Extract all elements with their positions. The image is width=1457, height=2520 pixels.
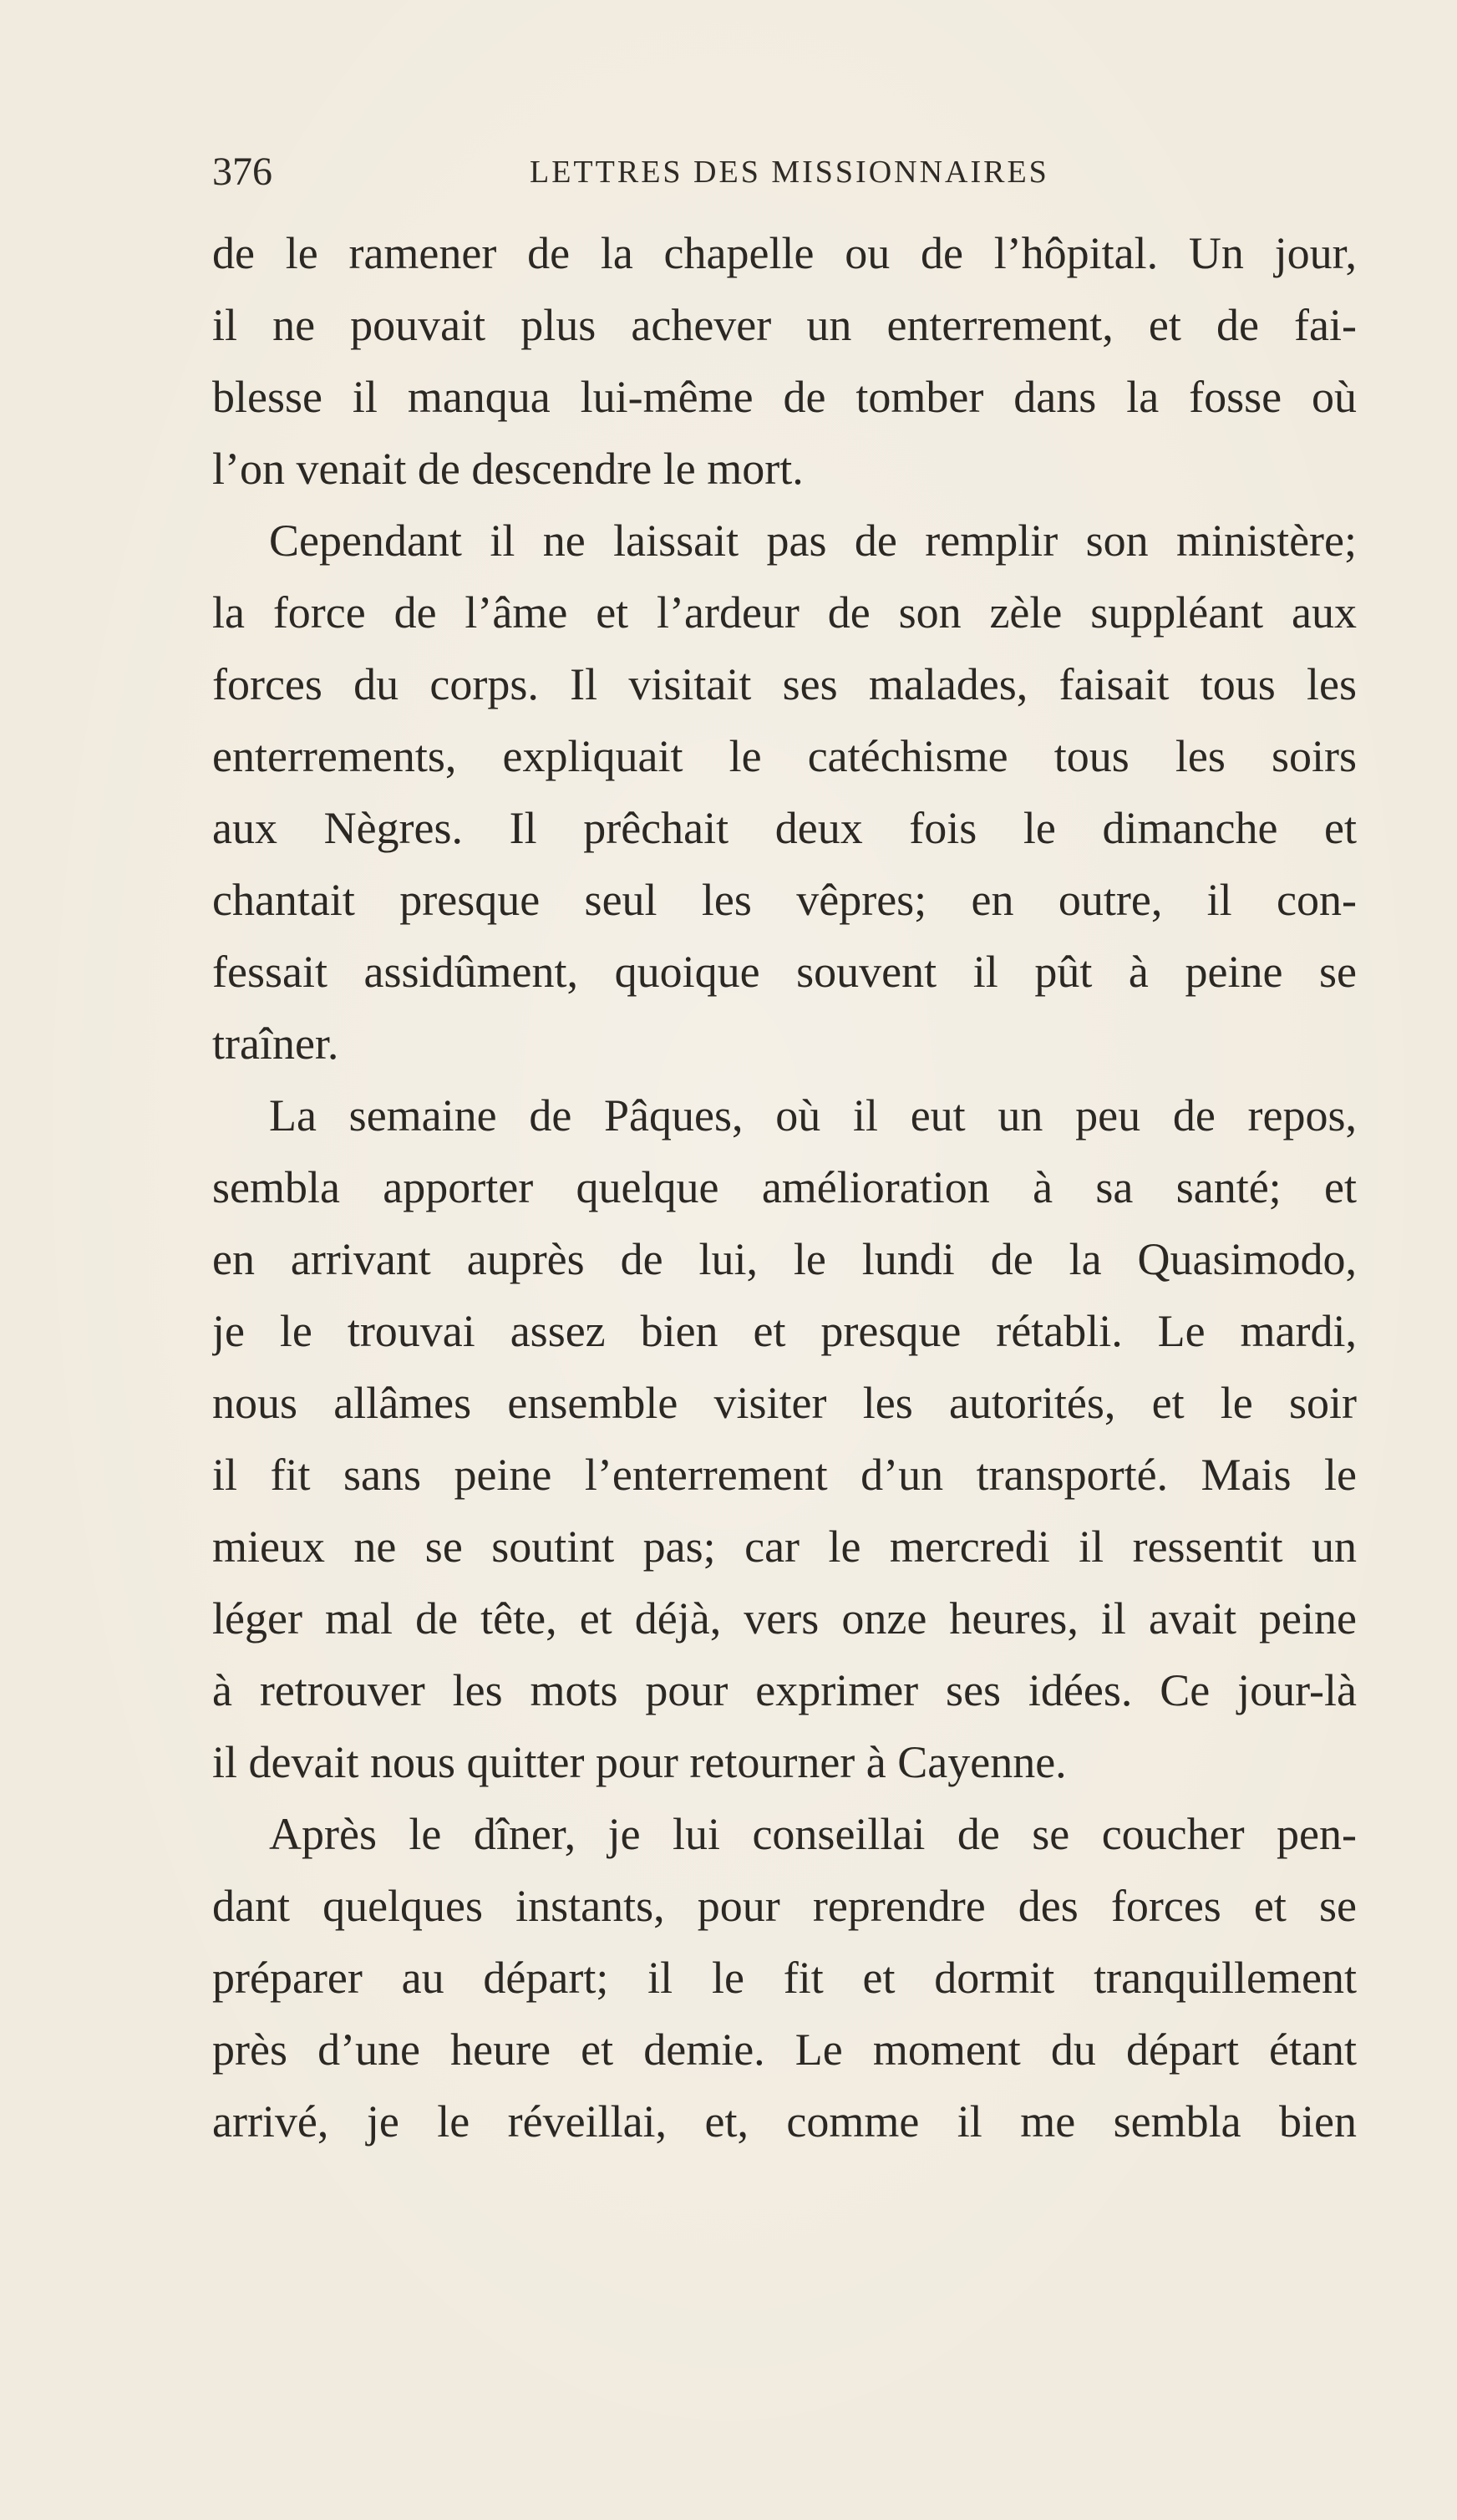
text-line: il fit sans peine l’enterrement d’un transporté. Mais le xyxy=(212,1450,1357,1500)
text-line: arrivé, je le réveillai, et, comme il me sembla bien xyxy=(212,2096,1357,2147)
text-line: léger mal de tête, et déjà, vers onze heures, il avait peine xyxy=(212,1593,1357,1644)
text-line: préparer au départ; il le fit et dormit tranquillement xyxy=(212,1953,1357,2003)
text-line: mieux ne se soutint pas; car le mercredi il ressentit un xyxy=(212,1522,1357,1572)
text-line: la force de l’âme et l’ardeur de son zèle suppléant aux xyxy=(212,587,1357,638)
text-line: Après le dîner, je lui conseillai de se coucher pen- xyxy=(269,1809,1357,1859)
text-line: forces du corps. Il visitait ses malades, faisait tous les xyxy=(212,659,1357,709)
text-line: en arrivant auprès de lui, le lundi de la Quasimodo, xyxy=(212,1234,1357,1284)
text-line: l’on venait de descendre le mort. xyxy=(212,444,804,494)
text-line: dant quelques instants, pour reprendre des forces et se xyxy=(212,1881,1357,1931)
page-header xyxy=(212,147,1365,197)
text-line: enterrements, expliquait le catéchisme tous les soirs xyxy=(212,731,1357,781)
body-text xyxy=(212,217,1357,2157)
text-line: fessait assidûment, quoique souvent il pût à peine se xyxy=(212,947,1357,997)
text-line: Cependant il ne laissait pas de remplir son ministère; xyxy=(269,516,1357,566)
text-line: nous allâmes ensemble visiter les autorités, et le soir xyxy=(212,1378,1357,1428)
text-line: il ne pouvait plus achever un enterrement, et de fai- xyxy=(212,300,1357,350)
text-line: La semaine de Pâques, où il eut un peu de repos, xyxy=(269,1090,1357,1141)
text-line: je le trouvai assez bien et presque rétabli. Le mardi, xyxy=(212,1306,1357,1356)
text-line: traîner. xyxy=(212,1019,339,1069)
text-line: à retrouver les mots pour exprimer ses idées. Ce jour-là xyxy=(212,1665,1357,1715)
text-line: blesse il manqua lui-même de tomber dans la fosse où xyxy=(212,372,1357,422)
running-title: LETTRES DES MISSIONNAIRES xyxy=(530,155,1049,190)
text-line: près d’une heure et demie. Le moment du départ étant xyxy=(212,2025,1357,2075)
text-line: chantait presque seul les vêpres; en outre, il con- xyxy=(212,875,1357,925)
page-number: 376 xyxy=(212,150,272,194)
text-line: de le ramener de la chapelle ou de l’hôpital. Un jour, xyxy=(212,228,1357,278)
text-line: il devait nous quitter pour retourner à Cayenne. xyxy=(212,1737,1067,1787)
text-line: aux Nègres. Il prêchait deux fois le dimanche et xyxy=(212,803,1357,853)
text-line: sembla apporter quelque amélioration à sa santé; et xyxy=(212,1162,1357,1212)
